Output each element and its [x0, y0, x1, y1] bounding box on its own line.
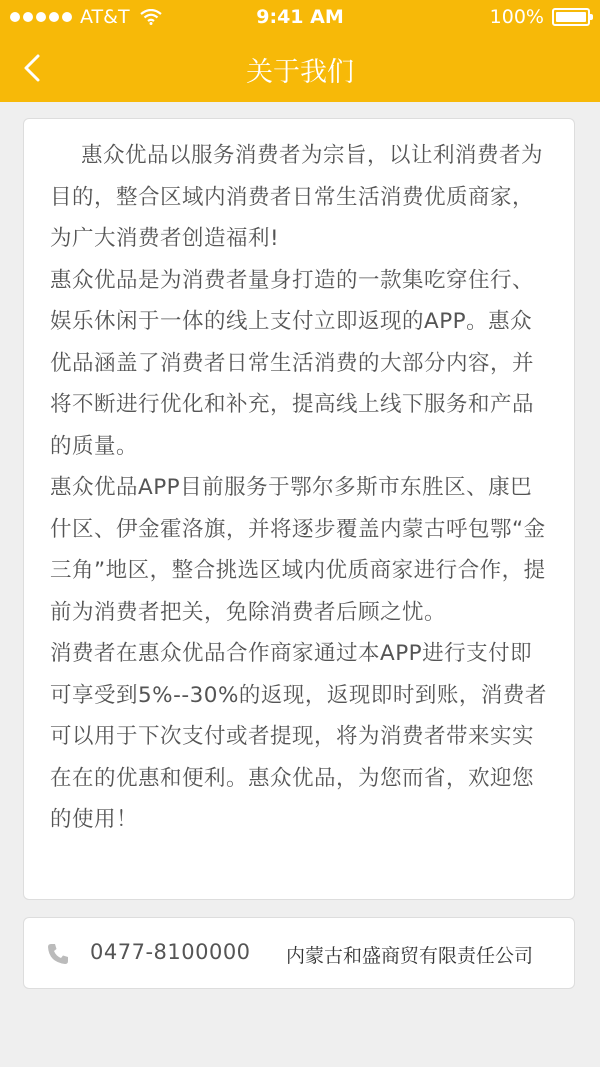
phone-icon	[46, 942, 70, 966]
page-title: 关于我们	[246, 57, 354, 88]
status-right	[490, 6, 590, 28]
about-paragraph-1: 惠众优品以服务消费者为宗旨，以让利消费者为目的，整合区域内消费者日常生活消费优质商家，为广大消费者创造福利!	[50, 143, 544, 251]
about-paragraph-2: 惠众优品是为消费者量身打造的一款集吃穿住行、娱乐休闲于一体的线上支付立即返现的APP。惠众优品涵盖了消费者日常生活消费的大部分内容，并将不断进行优化和补充，提高线上线下服务和产品的质量。	[50, 267, 535, 459]
nav-bar	[0, 34, 600, 102]
about-paragraph-4: 消费者在惠众优品合作商家通过本APP进行支付即可享受到5%--30%的返现，返现即时到账，消费者可以用于下次支付或者提现，将为消费者带来实实在在的优惠和便利。惠众优品，为您而省，欢迎您的使用！	[50, 641, 547, 832]
about-paragraph-3: 惠众优品APP目前服务于鄂尔多斯市东胜区、康巴什区、伊金霍洛旗，并将逐步覆盖内蒙古呼包鄂“金三角”地区，整合挑选区域内优质商家进行合作，提前为消费者把关，免除消费者后顾之忧。	[50, 475, 546, 625]
battery-icon	[552, 8, 590, 26]
status-bar	[0, 0, 600, 34]
contact-card[interactable]	[23, 917, 575, 989]
phone-number[interactable]: 0477-8100000	[90, 940, 251, 964]
carrier-label: AT&T	[80, 6, 130, 28]
battery-percentage: 100%	[489, 6, 544, 28]
status-time: 9:41 AM	[256, 6, 344, 28]
header	[0, 0, 600, 102]
company-name: 内蒙古和盛商贸有限责任公司	[286, 945, 534, 967]
about-card	[23, 118, 575, 900]
